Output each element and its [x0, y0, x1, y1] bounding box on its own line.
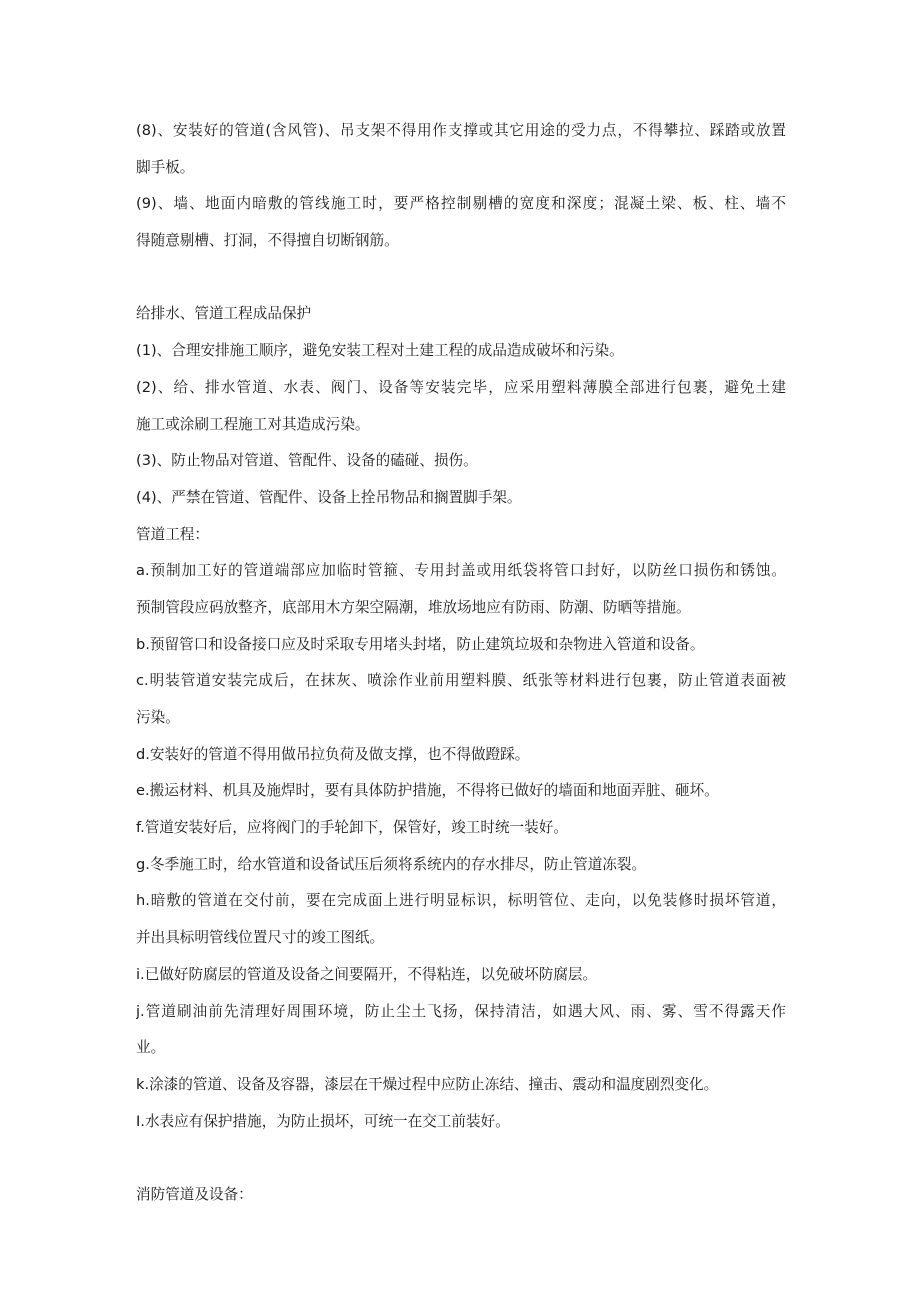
text-line: 得随意剔槽、打洞，不得擅自切断钢筋。: [136, 232, 399, 250]
text-line: g.冬季施工时，给水管道和设备试压后须将系统内的存水排尽，防止管道冻裂。: [136, 855, 647, 873]
text-line: (1)、合理安排施工顺序，避免安装工程对土建工程的成品造成破坏和污染。: [136, 342, 624, 360]
text-line: h.暗敷的管道在交付前，要在完成面上进行明显标识，标明管位、走向，以免装修时损坏管道，: [136, 892, 786, 910]
text-line: (4)、严禁在管道、管配件、设备上拴吊物品和搁置脚手架。: [136, 488, 522, 506]
text-line: a.预制加工好的管道端部应加临时管箍、专用封盖或用纸袋将管口封好，以防丝口损伤和锈蚀。: [136, 562, 786, 580]
text-line: f.管道安装好后，应将阀门的手轮卸下，保管好，竣工时统一装好。: [136, 819, 568, 837]
text-line: i.已做好防腐层的管道及设备之间要隔开，不得粘连，以免破坏防腐层。: [136, 965, 598, 983]
text-line: 污染。: [136, 709, 180, 726]
text-line: 给排水、管道工程成品保护: [136, 305, 312, 323]
text-line: 管道工程：: [136, 525, 209, 543]
text-line: 并出具标明管线位置尺寸的竣工图纸。: [136, 929, 385, 947]
text-line: (9)、墙、地面内暗敷的管线施工时，要严格控制剔槽的宽度和深度；混凝土梁、板、柱、墙不: [136, 195, 786, 213]
text-line: 消防管道及设备：: [136, 1185, 253, 1203]
text-line: (3)、防止物品对管道、管配件、设备的磕碰、损伤。: [136, 452, 478, 470]
blank-line: [136, 260, 786, 297]
text-line: d.安装好的管道不得用做吊拉负荷及做支撑，也不得做蹬踩。: [136, 745, 530, 763]
text-line: k.涂漆的管道、设备及容器，漆层在干燥过程中应防止冻结、撞击、震动和温度剧烈变化。: [136, 1075, 719, 1093]
text-line: I.水表应有保护措施，为防止损坏，可统一在交工前装好。: [136, 1112, 510, 1130]
text-line: e.搬运材料、机具及施焊时，要有具体防护措施，不得将已做好的墙面和地面弄脏、砸坏。: [136, 782, 719, 800]
text-line: b.预留管口和设备接口应及时采取专用堵头封堵，防止建筑垃圾和杂物进入管道和设备。: [136, 635, 705, 653]
text-line: 施工或涂刷工程施工对其造成污染。: [136, 415, 370, 433]
text-line: c.明装管道安装完成后，在抹灰、喷涂作业前用塑料膜、纸张等材料进行包裹，防止管道表面被: [136, 672, 786, 690]
text-line: (2)、给、排水管道、水表、阀门、设备等安装完毕，应采用塑料薄膜全部进行包裹，避免土建: [136, 378, 786, 396]
text-line: 预制管段应码放整齐，底部用木方架空隔潮，堆放场地应有防雨、防潮、防晒等措施。: [136, 598, 691, 616]
text-line: 脚手板。: [136, 158, 195, 176]
text-line: (8)、安装好的管道(含风管)、吊支架不得用作支撑或其它用途的受力点，不得攀拉、踩踏或放置: [136, 122, 786, 139]
blank-line: [136, 1140, 786, 1177]
document-page: [136, 113, 786, 1214]
text-line: 业。: [136, 1039, 166, 1057]
text-line: j.管道刷油前先清理好周围环境，防止尘土飞扬，保持清洁，如遇大风、雨、雾、雪不得露天作: [136, 1002, 786, 1020]
